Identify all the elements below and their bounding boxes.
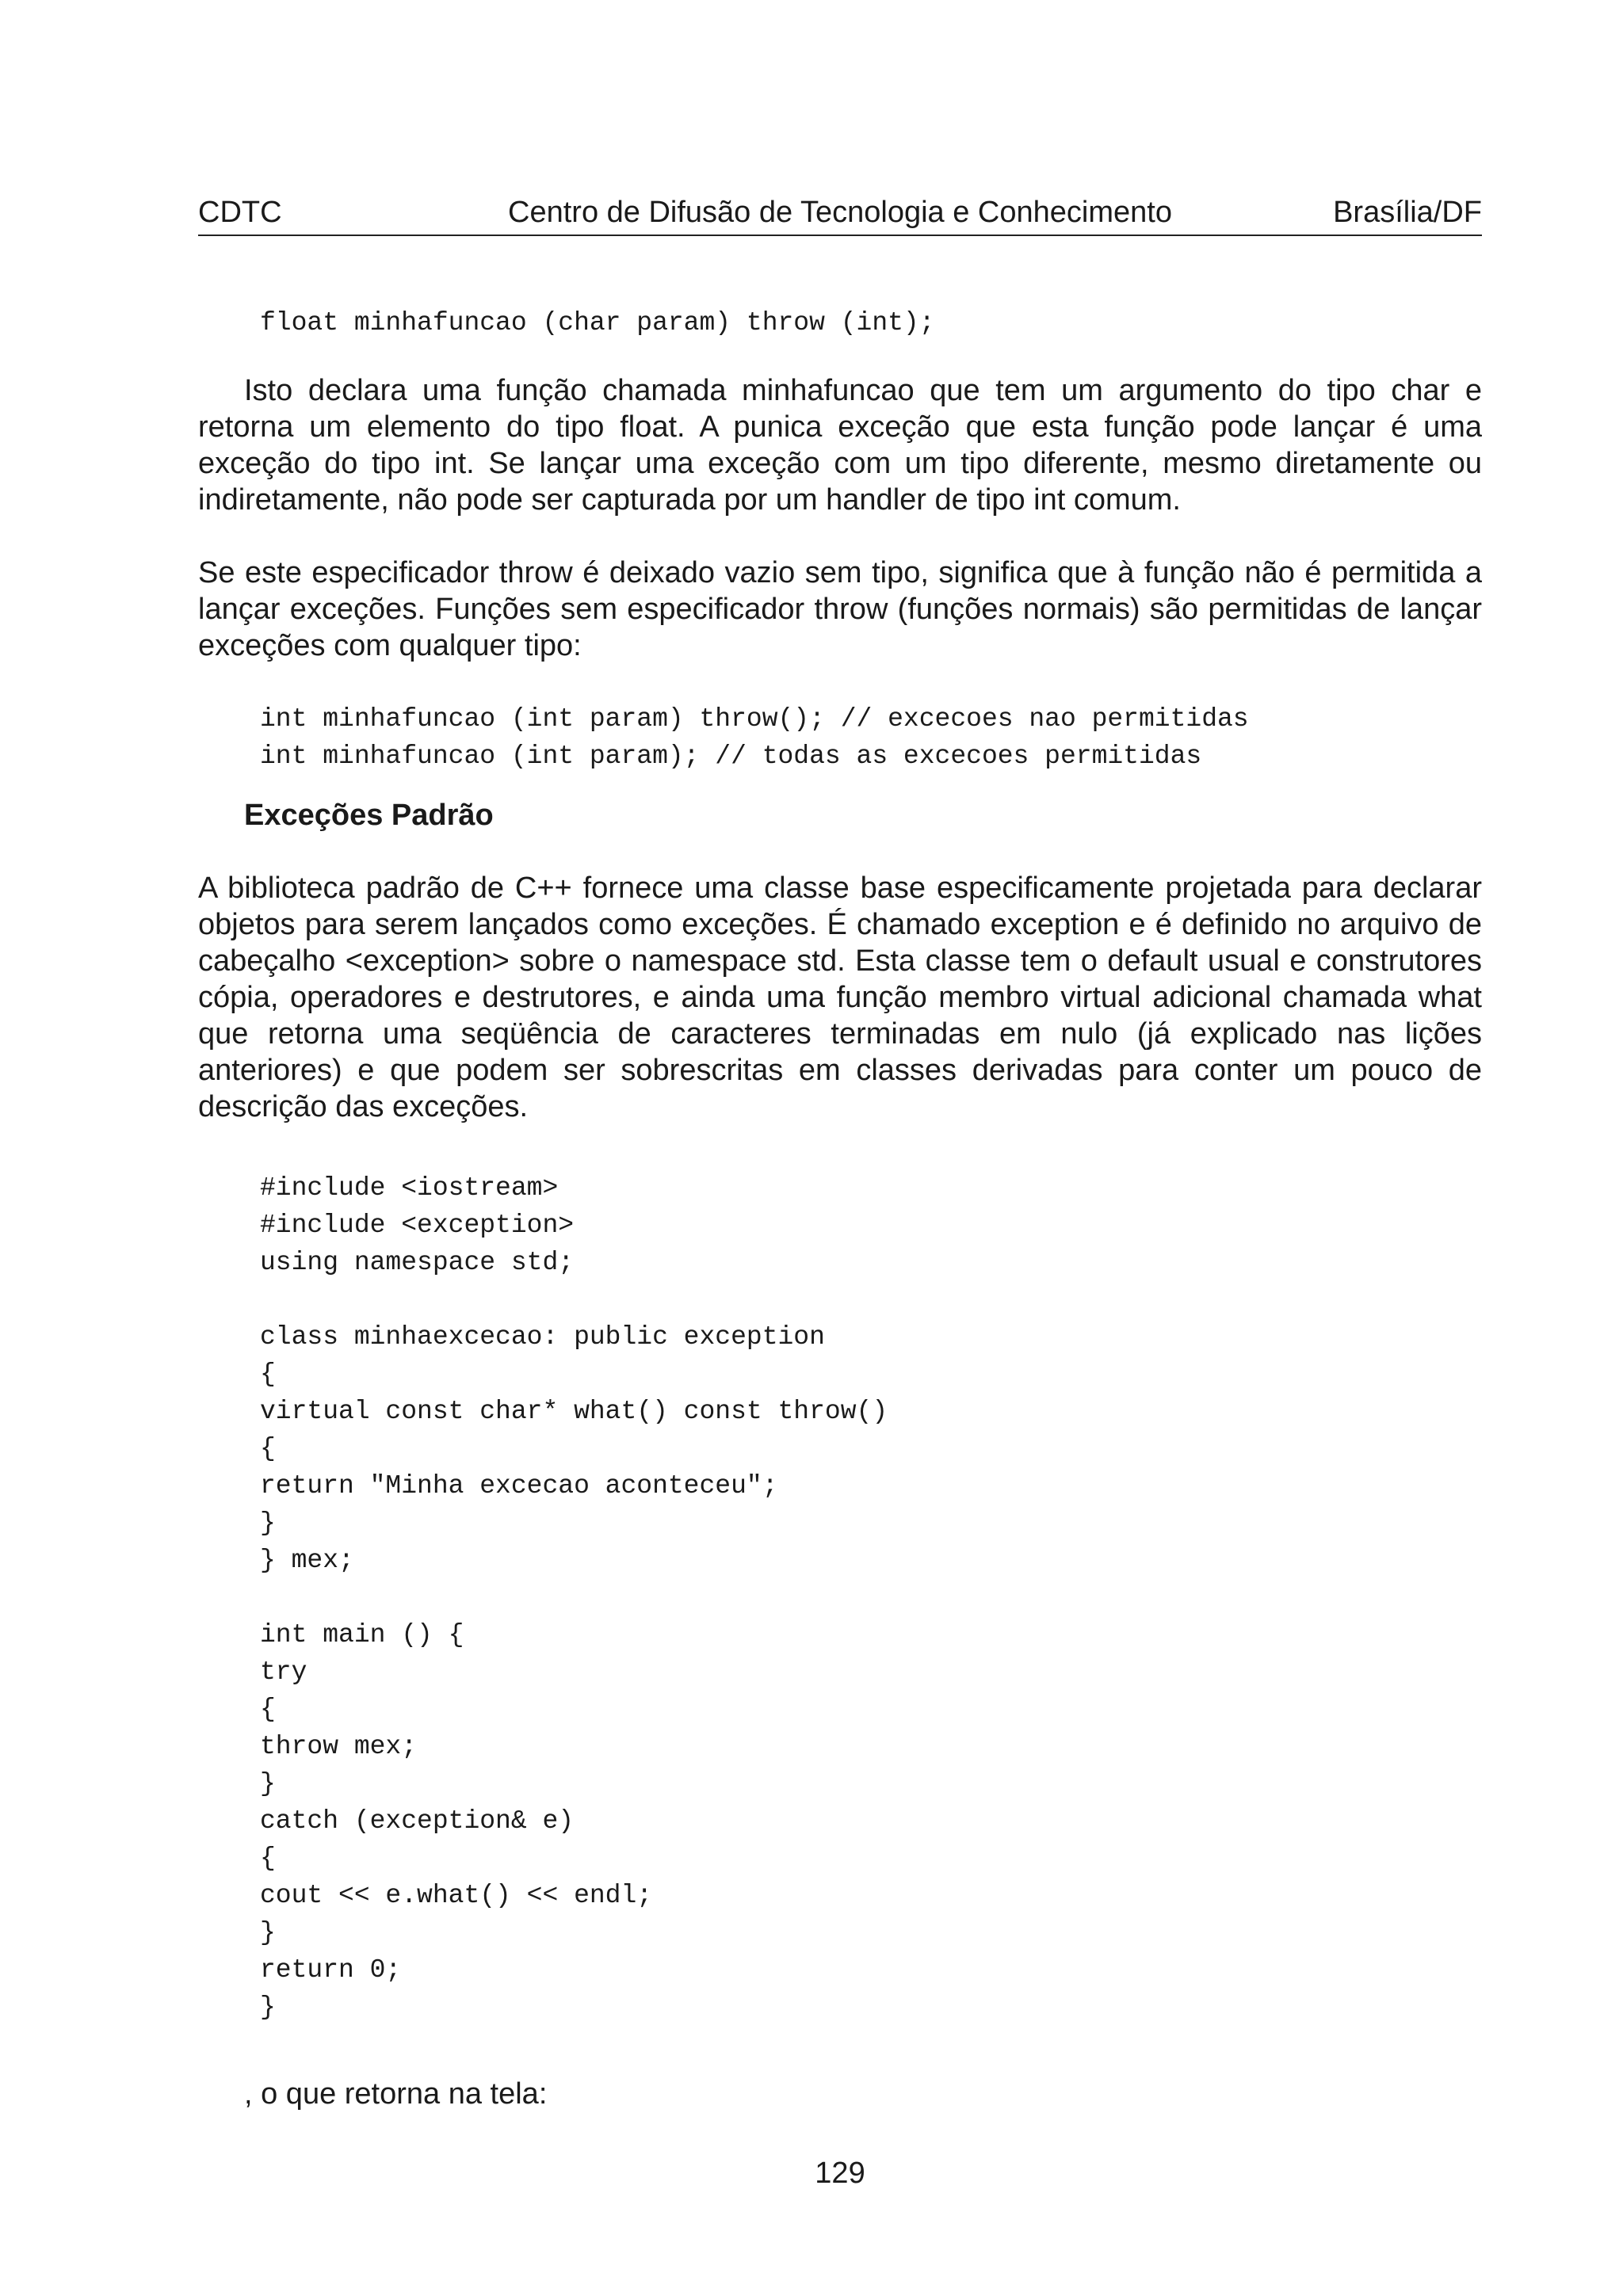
code-block-declaration: float minhafuncao (char param) throw (int); [260, 308, 935, 338]
paragraph-2: Se este especificador throw é deixado vazio sem tipo, significa que à função não é permitida a lançar exceções. Funções sem especificador throw (funções normais) são permitidas de lançar exceções com qualquer tipo: [198, 556, 1482, 662]
code-block-throw-examples: int minhafuncao (int param) throw(); // excecoes nao permitidas int minhafuncao (int param); // todas as excecoes permitidas [260, 704, 1249, 771]
header-center: Centro de Difusão de Tecnologia e Conhecimento [508, 196, 1172, 229]
code-block-example: #include <iostream> #include <exception> using namespace std; class minhaexcecao: public exception { virtual const char* what() const throw() { return "Minha excecao aconteceu"; } } mex; int main () { try { throw mex; } catch (exception& e) { cout << e.what() << endl; } return 0; } [260, 1173, 888, 2022]
paragraph-3: A biblioteca padrão de C++ fornece uma classe base especificamente projetada para declarar objetos para serem lançados como exceções. É chamado exception e é definido no arquivo de cabeçalho <exception> sobre o namespace std. Esta classe tem o default usual e construtores cópia, operadores e destrutores, e ainda uma função membro virtual adicional chamada what que retorna uma seqüência de caracteres terminadas em nulo (já explicado nas lições anteriores) e que podem ser sobrescritas em classes derivadas para conter um pouco de descrição das exceções. [198, 871, 1482, 1123]
section-heading: Exceções Padrão [244, 799, 494, 832]
page-header [198, 190, 1482, 236]
page-number: 129 [815, 2157, 865, 2190]
document-page [198, 0, 1482, 2296]
header-left: CDTC [198, 196, 282, 229]
output-intro-text: , o que retorna na tela: [244, 2077, 548, 2111]
header-right: Brasília/DF [1333, 196, 1482, 229]
paragraph-1: Isto declara uma função chamada minhafuncao que tem um argumento do tipo char e retorna um elemento do tipo float. A punica exceção que esta função pode lançar é uma exceção do tipo int. Se lançar uma exceção com um tipo diferente, mesmo diretamente ou indiretamente, não pode ser capturada por um handler de tipo int comum. [198, 374, 1482, 517]
